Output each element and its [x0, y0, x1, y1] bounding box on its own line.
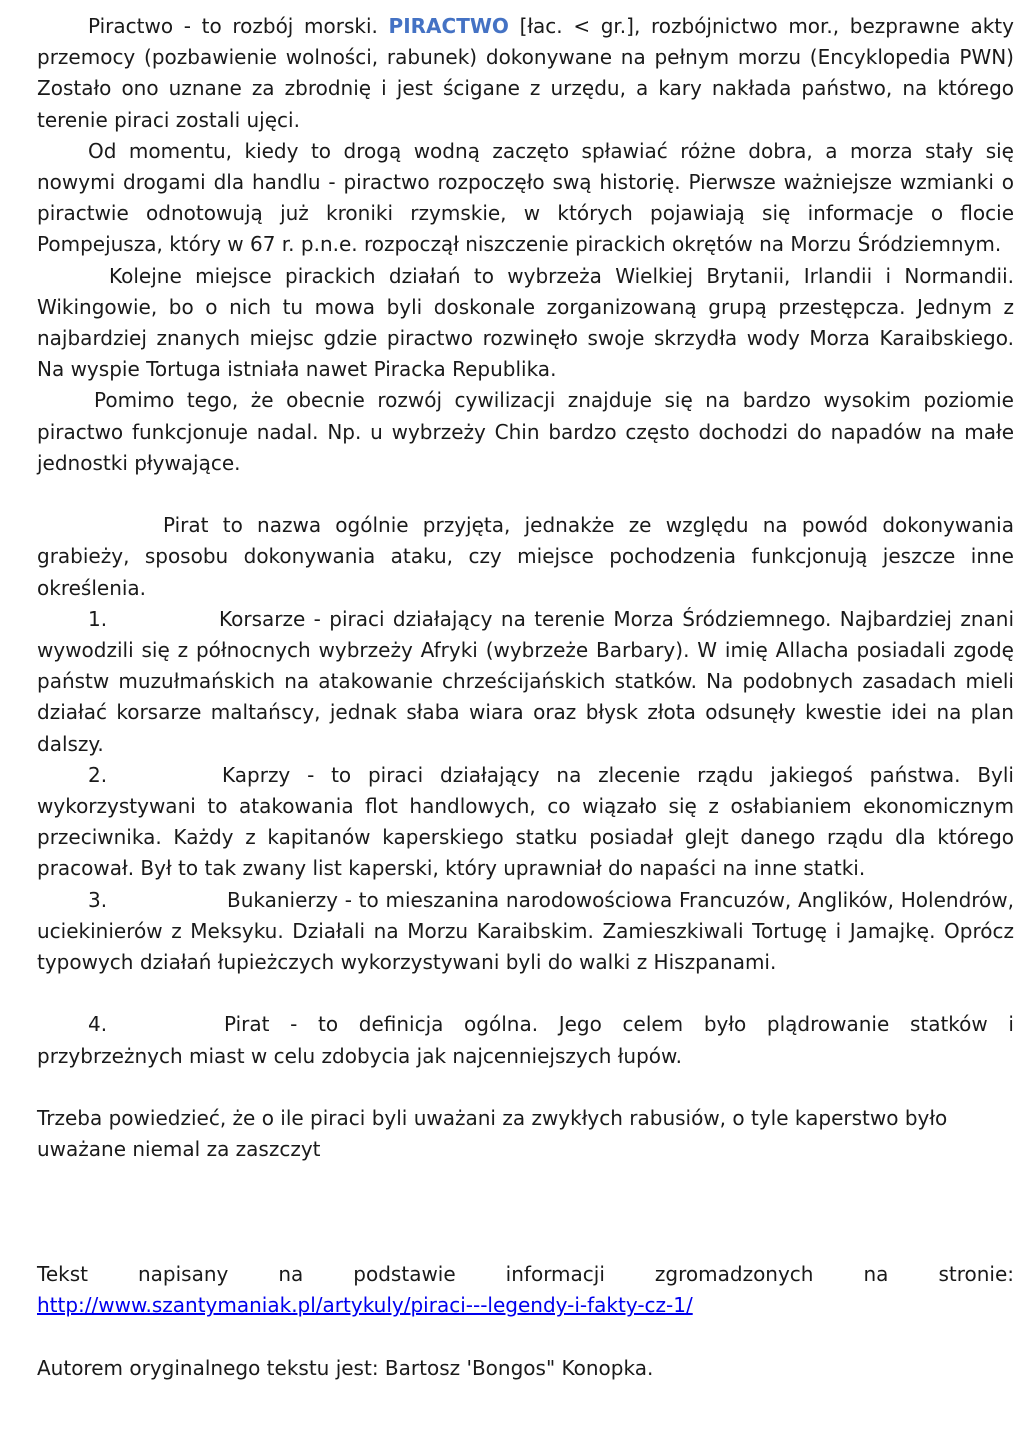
author-note: Autorem oryginalnego tekstu jest: Bartosz 'Bongos" Konopka. [37, 1355, 654, 1380]
blank-line [37, 1072, 1014, 1103]
source-note: Tekst napisany na podstawie informacji zgromadzonych na stronie: [37, 1262, 1014, 1287]
list-item-number: 1. [88, 606, 108, 631]
paragraph-pirate-types-intro: Pirat to nazwa ogólnie przyjęta, jednakże ze względu na powód dokonywania grabieży, sposobu dokonywania ataku, czy miejsce pochodzenia funkcjonują jeszcze inne określenia. [37, 513, 1014, 600]
list-item [37, 885, 1014, 979]
source-link[interactable]: http://www.szantymaniak.pl/artykuly/piraci---legendy-i-fakty-cz-1/ [37, 1293, 693, 1318]
list-item-text: Pirat - to definicja ogólna. Jego celem było plądrowanie statków i przybrzeżnych miast w celu zdobycia jak najcenniejszych łupów. [37, 1012, 1014, 1068]
paragraph-intro [37, 11, 1014, 136]
paragraph-history: Od momentu, kiedy to drogą wodną zaczęto spławiać różne dobra, a morza stały się nowymi drogami dla handlu - piractwo rozpoczęło swą historię. Pierwsze ważniejsze wzmianki o piractwie odnotowują już kroniki rzymskie, w których pojawiają się informacje o flocie Pompejusza, który w 67 r. p.n.e. rozpoczął niszczenie pirackich okrętów na Morzu Śródziemnym. [37, 138, 1014, 257]
list-item [37, 1009, 1014, 1071]
list-item-text: Korsarze - piraci działający na terenie Morza Śródziemnego. Najbardziej znani wywodzili się z północnych wybrzeży Afryki (wybrzeże Barbary). W imię Allacha posiadali zgodę państw muzułmańskich na atakowanie chrześcijańskich statków. Na podobnych zasadach mieli działać korsarze maltańscy, jednak słaba wiara oraz błysk złota odsunęły kwestie idei na plan dalszy. [37, 606, 1014, 756]
list-item [37, 760, 1014, 885]
piractwo-term: PIRACTWO [388, 14, 509, 38]
list-item [37, 604, 1014, 760]
list-item-text: Kaprzy - to piraci działający na zlecenie rządu jakiegoś państwa. Byli wykorzystywani to atakowania flot handlowych, co wiązało się z osłabianiem ekonomicznym przeciwnika. Każdy z kapitanów kaperskiego statku posiadał glejt danego rządu dla którego pracował. Był to tak zwany list kaperski, który uprawniał do napaści na inne statki. [37, 762, 1014, 881]
blank-line [37, 978, 1014, 1009]
paragraph-vikings: Kolejne miejsce pirackich działań to wybrzeża Wielkiej Brytanii, Irlandii i Normandii. Wikingowie, bo o nich tu mowa byli doskonale zorganizowaną grupą przestępcza. Jednym z najbardziej znanych miejsc gdzie piractwo rozwinęło swoje skrzydła wody Morza Karaibskiego. Na wyspie Tortuga istniała nawet Piracka Republika. [37, 263, 1014, 382]
blank-line [37, 1321, 1014, 1352]
list-item-number: 2. [88, 762, 108, 787]
blank-lines [37, 1165, 1014, 1259]
list-item-number: 3. [88, 887, 108, 912]
blank-line [37, 479, 1014, 510]
source-link-line [37, 1290, 1014, 1321]
list-item-number: 4. [88, 1012, 108, 1037]
intro-definition-text: [łac. < gr.], rozbójnictwo mor., bezprawne akty przemocy (pozbawienie wolności, rabunek) dokonywane na pełnym morzu (Encyklopedia PWN) Zostało ono uznane za zbrodnię i jest ścigane z urzędu, a kary nakłada państwo, na którego terenie piraci zostali ujęci. [37, 14, 1014, 132]
intro-lead-text: Piractwo - to rozbój morski. [88, 14, 389, 38]
paragraph-conclusion: Trzeba powiedzieć, że o ile piraci byli uważani za zwykłych rabusiów, o tyle kaperstwo było uważane niemal za zaszczyt [37, 1106, 948, 1162]
paragraph-modern-piracy: Pomimo tego, że obecnie rozwój cywilizacji znajduje się na bardzo wysokim poziomie piractwo funkcjonuje nadal. Np. u wybrzeży Chin bardzo często dochodzi do napadów na małe jednostki pływające. [37, 388, 1014, 475]
list-item-text: Bukanierzy - to mieszanina narodowościowa Francuzów, Anglików, Holendrów, uciekinierów z Meksyku. Działali na Morzu Karaibskim. Zamieszkiwali Tortugę i Jamajkę. Oprócz typowych działań łupieżczych wykorzystywani byli do walki z Hiszpanami. [37, 887, 1014, 975]
